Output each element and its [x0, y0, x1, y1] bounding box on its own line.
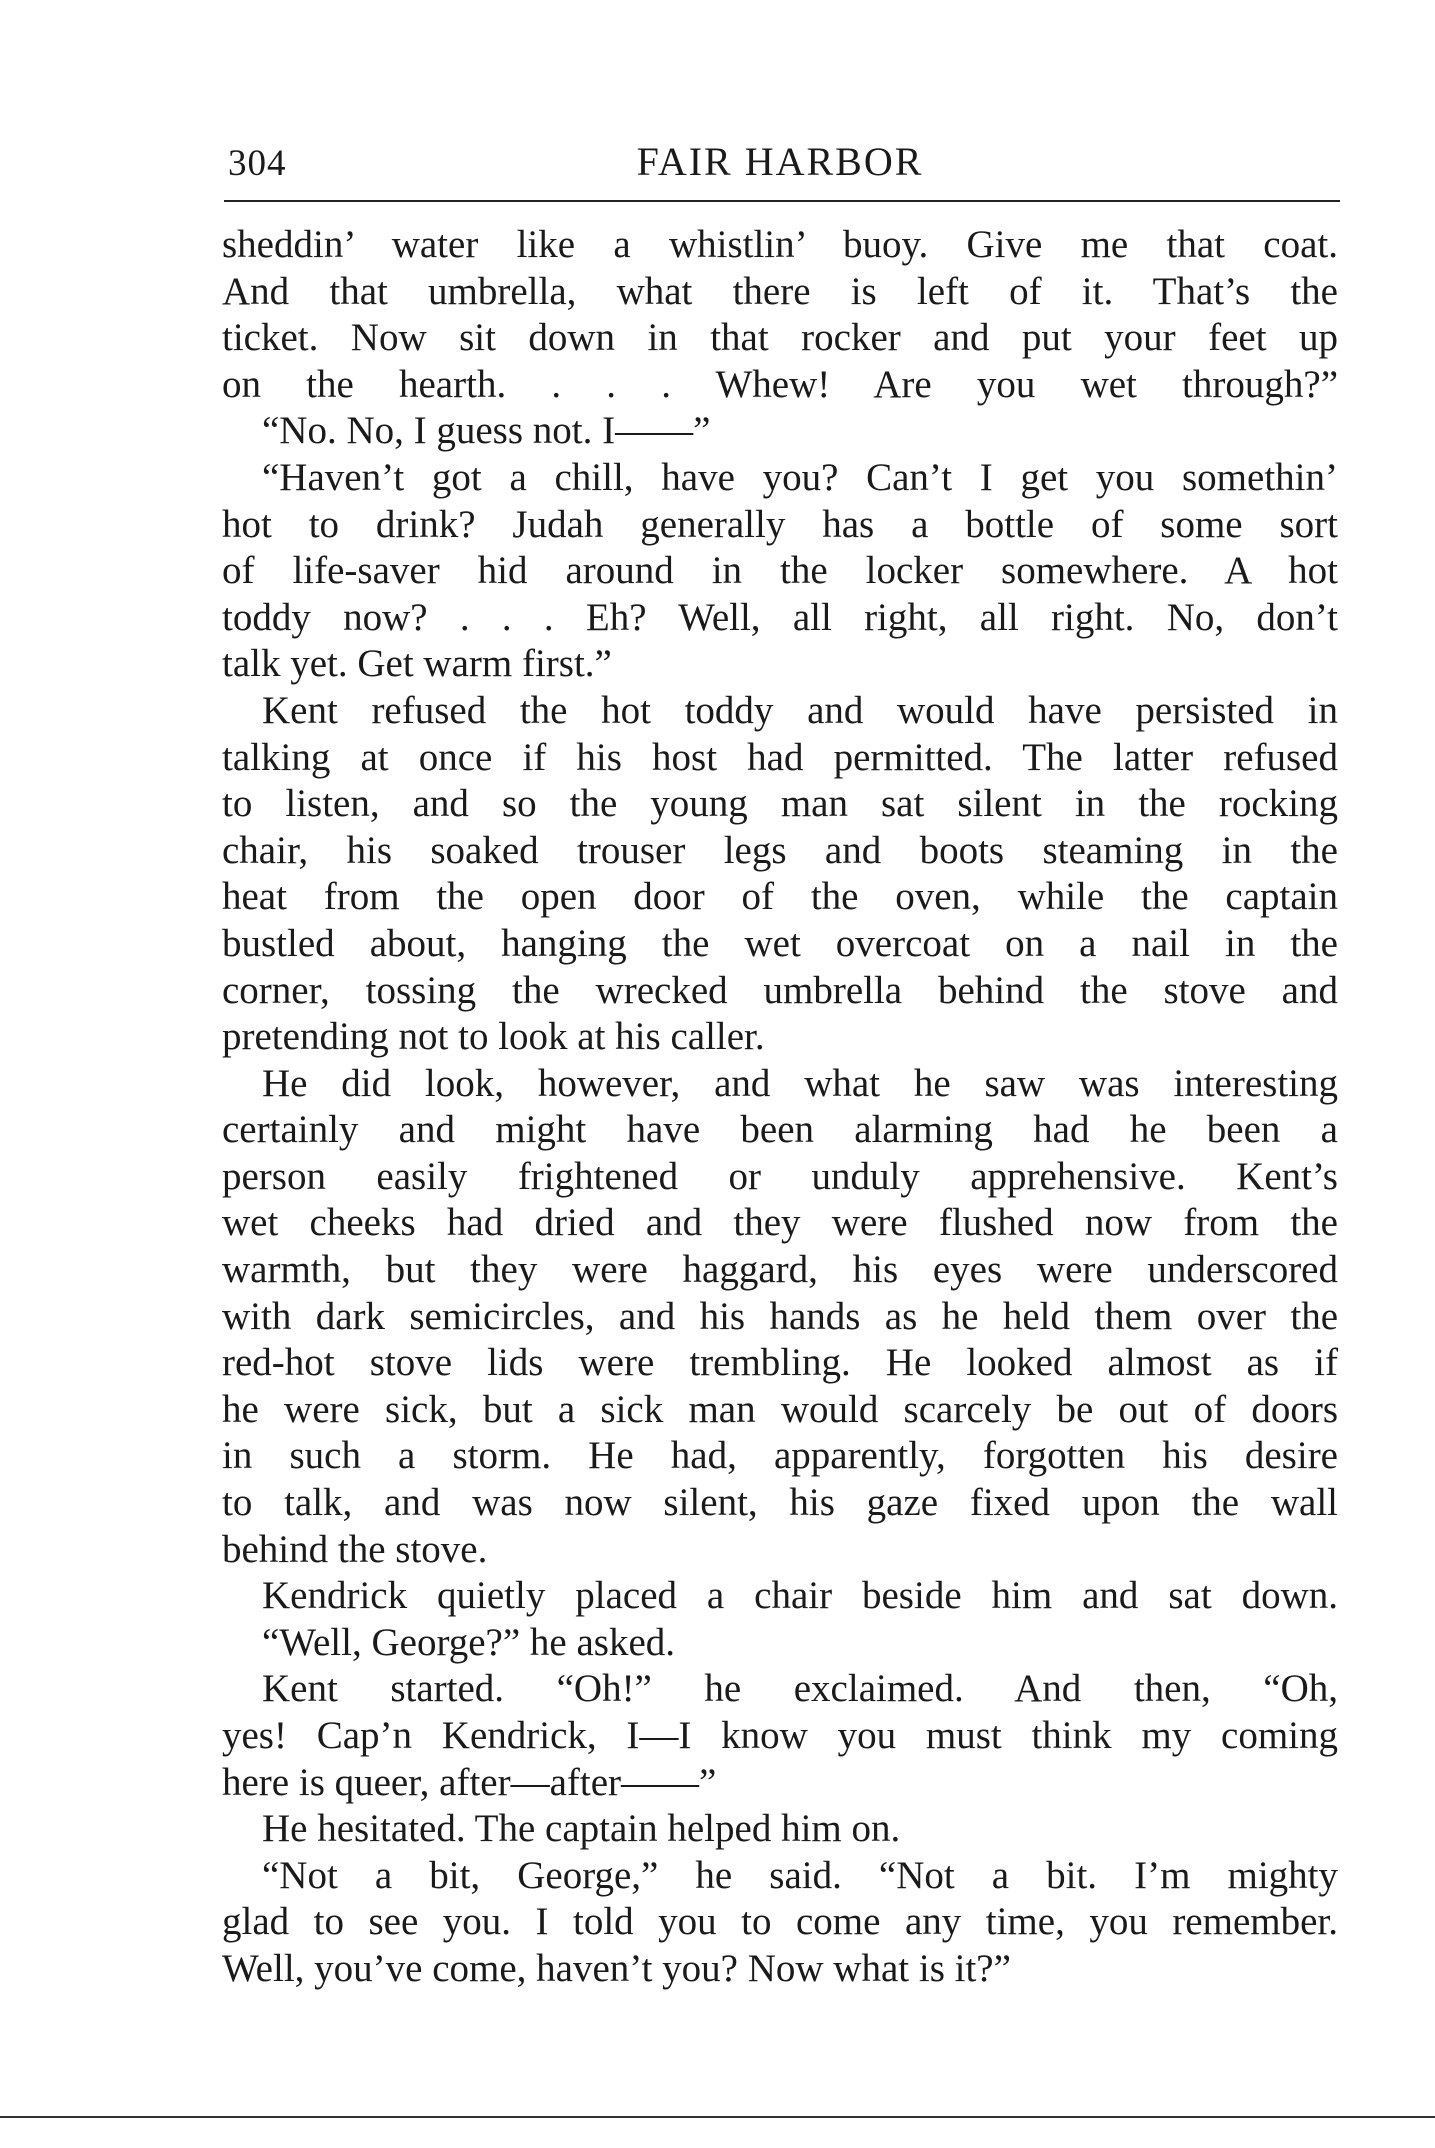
text-line: wet cheeks had dried and they were flushed now from the: [222, 1201, 1338, 1245]
text-line: on the hearth. . . . Whew! Are you wet through?”: [222, 362, 1338, 406]
text-line: Kendrick quietly placed a chair beside him and sat down.: [262, 1574, 1338, 1618]
text-line: talking at once if his host had permitted. The latter refused: [222, 735, 1338, 779]
bottom-rule: [0, 2116, 1435, 2118]
text-line: “Well, George?” he asked.: [262, 1620, 676, 1664]
text-line: pretending not to look at his caller.: [222, 1015, 765, 1059]
text-line: in such a storm. He had, apparently, forgotten his desire: [222, 1434, 1338, 1478]
header-rule: [224, 200, 1340, 202]
page-header: [220, 138, 1340, 194]
text-line: heat from the open door of the oven, while the captain: [222, 875, 1338, 919]
running-head: FAIR HARBOR: [636, 139, 924, 184]
text-line: “No. No, I guess not. I——”: [262, 409, 711, 453]
text-line: he were sick, but a sick man would scarcely be out of doors: [222, 1387, 1338, 1431]
text-line: glad to see you. I told you to come any time, you remember.: [222, 1900, 1338, 1944]
body-text: [222, 222, 1338, 1993]
text-line: Kent started. “Oh!” he exclaimed. And then, “Oh,: [262, 1667, 1338, 1711]
page-number: 304: [228, 143, 287, 184]
text-line: bustled about, hanging the wet overcoat on a nail in the: [222, 921, 1338, 965]
text-line: certainly and might have been alarming had he been a: [222, 1108, 1338, 1152]
text-line: Kent refused the hot toddy and would have persisted in: [262, 688, 1338, 732]
text-line: Well, you’ve come, haven’t you? Now what is it?”: [222, 1946, 1011, 1990]
text-line: red-hot stove lids were trembling. He looked almost as if: [222, 1341, 1338, 1385]
text-line: ticket. Now sit down in that rocker and put your feet up: [222, 316, 1338, 360]
text-line: warmth, but they were haggard, his eyes were underscored: [222, 1248, 1338, 1292]
text-line: chair, his soaked trouser legs and boots steaming in the: [222, 828, 1338, 872]
text-line: of life-saver hid around in the locker somewhere. A hot: [222, 549, 1338, 593]
text-line: toddy now? . . . Eh? Well, all right, all right. No, don’t: [222, 595, 1338, 639]
text-line: behind the stove.: [222, 1527, 488, 1571]
text-line: “Not a bit, George,” he said. “Not a bit. I’m mighty: [262, 1853, 1338, 1897]
text-line: yes! Cap’n Kendrick, I—I know you must think my coming: [222, 1714, 1338, 1757]
text-line: to talk, and was now silent, his gaze fixed upon the wall: [222, 1481, 1338, 1525]
text-line: to listen, and so the young man sat silent in the rocking: [222, 782, 1338, 826]
text-line: “Haven’t got a chill, have you? Can’t I get you somethin’: [262, 455, 1338, 499]
text-line: with dark semicircles, and his hands as he held them over the: [222, 1294, 1338, 1338]
text-line: And that umbrella, what there is left of it. That’s the: [222, 269, 1338, 313]
text-line: person easily frightened or unduly apprehensive. Kent’s: [222, 1154, 1338, 1198]
text-line: talk yet. Get warm first.”: [222, 642, 612, 686]
text-line: here is queer, after—after——”: [222, 1760, 717, 1804]
text-line: He did look, however, and what he saw was interesting: [262, 1061, 1338, 1105]
text-line: sheddin’ water like a whistlin’ buoy. Give me that coat.: [222, 223, 1338, 266]
text-line: He hesitated. The captain helped him on.: [262, 1807, 901, 1851]
text-line: corner, tossing the wrecked umbrella behind the stove and: [222, 968, 1338, 1012]
text-line: hot to drink? Judah generally has a bottle of some sort: [222, 502, 1338, 546]
